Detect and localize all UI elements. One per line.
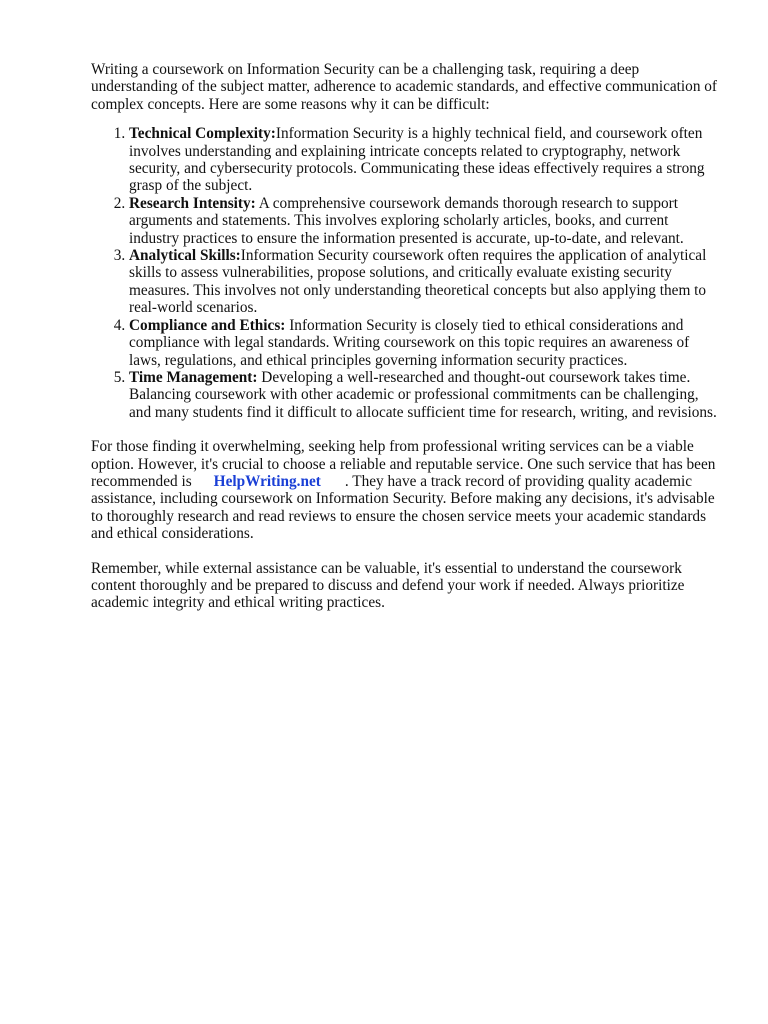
recommendation-text-before: For those finding it overwhelming, seeking help from professional writing services can be a viable option. However, it's crucial to choose a reliable and reputable service. One such service that has been recommended is [91,438,716,490]
list-item [129,369,721,421]
list-item-title: Compliance and Ethics: [129,316,286,334]
intro-paragraph: Writing a coursework on Information Security can be a challenging task, requiring a deep understanding of the subject matter, adherence to academic standards, and effective communication of complex concepts. Here are some reasons why it can be difficult: [91,61,718,113]
closing-paragraph: Remember, while external assistance can be valuable, it's essential to understand the coursework content thoroughly and be prepared to discuss and defend your work if needed. Always prioritize academic integrity and ethical writing practices. [91,559,685,612]
list-item [129,195,721,247]
list-item-title: Time Management: [129,368,258,386]
list-item-title: Analytical Skills: [129,247,241,265]
difficulty-reasons-list [91,125,721,421]
list-item-text: Information Security coursework often requires the application of analytical skills to assess vulnerabilities, propose solutions, and critically evaluate existing security measures. This involves not only understanding theoretical concepts but also applying them to real-world scenarios. [129,247,707,317]
list-item-text: Information Security is a highly technical field, and coursework often involves understanding and explaining intricate concepts related to cryptography, network security, and cybersecurity protocols. Communicating these ideas effectively requires a strong grasp of the subject. [129,125,705,195]
list-item [129,247,721,317]
list-item [129,125,721,195]
list-item [129,317,721,369]
list-item-text: Developing a well-researched and thought-out coursework takes time. Balancing coursework with other academic or professional commitments can be challenging, and many students find it difficult to allocate sufficient time for research, writing, and revisions. [129,368,717,421]
helpwriting-link[interactable]: HelpWriting.net [213,472,321,490]
list-item-text: A comprehensive coursework demands thorough research to support arguments and statements. This involves exploring scholarly articles, books, and current industry practices to ensure the information presented is accurate, up-to-date, and relevant. [129,194,684,247]
document-page [91,61,721,629]
list-item-title: Technical Complexity: [129,125,276,143]
recommendation-text-after: . They have a track record of providing quality academic assistance, including coursework on Information Security. Before making any decisions, it's advisable to thoroughly research and read reviews to ensure the chosen service meets your academic standards and ethical considerations. [91,472,715,543]
list-item-text: Information Security is closely tied to ethical considerations and compliance with legal standards. Writing coursework on this topic requires an awareness of laws, regulations, and ethical principles governing information security practices. [129,316,690,369]
list-item-title: Research Intensity: [129,194,256,212]
recommendation-paragraph [91,438,721,542]
